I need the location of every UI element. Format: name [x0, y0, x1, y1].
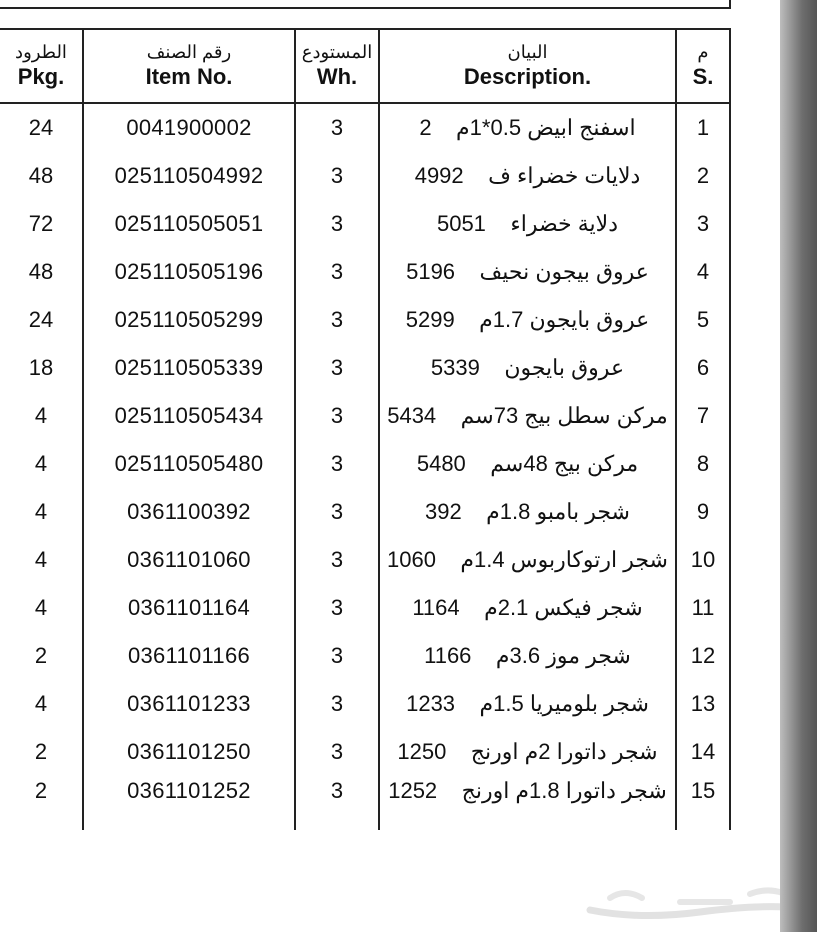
table-row	[0, 200, 730, 248]
cell-pkg: 4	[0, 584, 83, 632]
desc-text: شجر موز 3.6م	[495, 643, 631, 668]
table-row	[0, 103, 730, 152]
desc-text: شجر داتورا 2م اورنج	[470, 739, 658, 764]
cell-warehouse: 3	[295, 344, 379, 392]
desc-code: 5339	[430, 355, 480, 380]
desc-text: شجر فيكس 2.1م	[484, 595, 643, 620]
cell-warehouse: 3	[295, 103, 379, 152]
desc-gap	[464, 163, 488, 188]
cell-pkg: 24	[0, 103, 83, 152]
table-row	[0, 488, 730, 536]
cell-warehouse: 3	[295, 296, 379, 344]
cell-pkg: 4	[0, 680, 83, 728]
cell-serial: 10	[676, 536, 730, 584]
header-box-bottom-edge	[0, 0, 731, 9]
cell-description	[379, 200, 676, 248]
header-wh-en: Wh.	[316, 63, 358, 89]
cell-description	[379, 248, 676, 296]
cell-item-no: 0361101166	[83, 632, 295, 680]
cell-pkg: 2	[0, 776, 83, 830]
table-row	[0, 296, 730, 344]
desc-gap	[436, 403, 460, 428]
cell-serial: 5	[676, 296, 730, 344]
desc-code: 1250	[397, 739, 447, 764]
cell-item-no: 0041900002	[83, 103, 295, 152]
desc-text: شجر داتورا 1.8م اورنج	[461, 778, 667, 803]
cell-pkg: 4	[0, 488, 83, 536]
cell-warehouse: 3	[295, 536, 379, 584]
cell-warehouse: 3	[295, 248, 379, 296]
desc-gap	[466, 451, 490, 476]
cell-serial: 6	[676, 344, 730, 392]
cell-description	[379, 103, 676, 152]
cell-serial: 8	[676, 440, 730, 488]
cell-serial: 11	[676, 584, 730, 632]
desc-code: 1166	[424, 643, 472, 668]
header-serial	[676, 29, 730, 103]
cell-warehouse: 3	[295, 680, 379, 728]
cell-serial: 7	[676, 392, 730, 440]
cell-warehouse: 3	[295, 488, 379, 536]
desc-text: اسفنج ابيض 0.5*1م	[456, 115, 636, 140]
desc-code: 5480	[416, 451, 466, 476]
desc-gap	[455, 691, 479, 716]
table-row	[0, 776, 730, 830]
table-row	[0, 152, 730, 200]
header-pkg-ar: الطرود	[15, 42, 67, 62]
desc-text: دلاية خضراء	[510, 211, 619, 236]
cell-item-no: 025110505196	[83, 248, 295, 296]
cell-pkg: 4	[0, 392, 83, 440]
cell-serial: 4	[676, 248, 730, 296]
cell-warehouse: 3	[295, 632, 379, 680]
desc-gap	[455, 259, 479, 284]
desc-code: 5196	[406, 259, 456, 284]
cell-item-no: 025110505299	[83, 296, 295, 344]
header-desc-ar: البيان	[507, 42, 548, 62]
cell-item-no: 025110505434	[83, 392, 295, 440]
cell-warehouse: 3	[295, 152, 379, 200]
photo-dark-edge	[780, 0, 817, 932]
cell-serial: 13	[676, 680, 730, 728]
table-row	[0, 728, 730, 776]
cell-description	[379, 296, 676, 344]
cell-description	[379, 488, 676, 536]
cell-description	[379, 440, 676, 488]
table-row	[0, 440, 730, 488]
table-row	[0, 632, 730, 680]
cell-serial: 12	[676, 632, 730, 680]
cell-pkg: 2	[0, 632, 83, 680]
header-desc-en: Description.	[463, 63, 592, 89]
desc-code: 5299	[405, 307, 455, 332]
table-row	[0, 248, 730, 296]
header-item-ar: رقم الصنف	[146, 42, 232, 62]
cell-warehouse: 3	[295, 584, 379, 632]
cell-description	[379, 728, 676, 776]
haraj-watermark-logo	[580, 880, 810, 924]
desc-code: 1233	[406, 691, 456, 716]
cell-pkg: 2	[0, 728, 83, 776]
desc-gap	[437, 778, 461, 803]
desc-gap	[486, 211, 510, 236]
desc-gap	[460, 595, 484, 620]
cell-description	[379, 152, 676, 200]
cell-item-no: 0361101250	[83, 728, 295, 776]
desc-code: 1060	[387, 547, 436, 572]
header-warehouse	[295, 29, 379, 103]
header-sn-ar: م	[697, 42, 709, 62]
desc-text: مركن بيج 48سم	[490, 451, 639, 476]
cell-item-no: 025110505051	[83, 200, 295, 248]
header-pkg-en: Pkg.	[17, 63, 65, 89]
cell-item-no: 025110505480	[83, 440, 295, 488]
desc-gap	[432, 115, 456, 140]
desc-code: 2	[419, 115, 432, 140]
cell-warehouse: 3	[295, 776, 379, 830]
table-row	[0, 536, 730, 584]
items-table	[0, 28, 731, 830]
cell-item-no: 0361101164	[83, 584, 295, 632]
cell-pkg: 72	[0, 200, 83, 248]
cell-description	[379, 584, 676, 632]
desc-gap	[462, 499, 486, 524]
desc-gap	[480, 355, 504, 380]
cell-serial: 2	[676, 152, 730, 200]
cell-warehouse: 3	[295, 392, 379, 440]
desc-gap	[471, 643, 495, 668]
desc-gap	[446, 739, 470, 764]
cell-description	[379, 392, 676, 440]
cell-serial: 15	[676, 776, 730, 830]
cell-serial: 1	[676, 103, 730, 152]
header-sn-en: S.	[692, 63, 714, 89]
desc-text: شجر بلوميريا 1.5م	[479, 691, 649, 716]
cell-description	[379, 776, 676, 830]
cell-item-no: 0361101252	[83, 776, 295, 830]
cell-description	[379, 632, 676, 680]
table-row	[0, 680, 730, 728]
cell-pkg: 48	[0, 248, 83, 296]
desc-code: 5051	[436, 211, 486, 236]
desc-code: 5434	[387, 403, 437, 428]
table-row	[0, 584, 730, 632]
cell-pkg: 4	[0, 440, 83, 488]
cell-warehouse: 3	[295, 440, 379, 488]
cell-item-no: 025110504992	[83, 152, 295, 200]
cell-item-no: 0361100392	[83, 488, 295, 536]
desc-code: 1164	[412, 595, 460, 620]
table-row	[0, 392, 730, 440]
desc-text: شجر ارتوكاربوس 1.4م	[460, 547, 668, 572]
cell-pkg: 24	[0, 296, 83, 344]
header-wh-ar: المستودع	[301, 42, 373, 62]
cell-pkg: 4	[0, 536, 83, 584]
cell-serial: 9	[676, 488, 730, 536]
cell-item-no: 025110505339	[83, 344, 295, 392]
cell-item-no: 0361101060	[83, 536, 295, 584]
desc-code: 392	[424, 499, 462, 524]
cell-warehouse: 3	[295, 728, 379, 776]
table-header-row	[0, 29, 730, 103]
cell-pkg: 18	[0, 344, 83, 392]
cell-warehouse: 3	[295, 200, 379, 248]
desc-code: 1252	[388, 778, 438, 803]
header-pkg	[0, 29, 83, 103]
desc-gap	[436, 547, 460, 572]
cell-item-no: 0361101233	[83, 680, 295, 728]
desc-text: عروق بايجون 1.7م	[479, 307, 650, 332]
desc-gap	[455, 307, 479, 332]
cell-serial: 14	[676, 728, 730, 776]
cell-serial: 3	[676, 200, 730, 248]
cell-description	[379, 680, 676, 728]
cell-pkg: 48	[0, 152, 83, 200]
desc-text: شجر بامبو 1.8م	[486, 499, 630, 524]
desc-text: مركن سطل بيج 73سم	[460, 403, 668, 428]
desc-text: دلايات خضراء ف	[488, 163, 641, 188]
desc-text: عروق بيجون نحيف	[479, 259, 649, 284]
header-item-no	[83, 29, 295, 103]
header-description	[379, 29, 676, 103]
table-body	[0, 103, 730, 830]
desc-code: 4992	[414, 163, 464, 188]
cell-description	[379, 344, 676, 392]
header-item-en: Item No.	[145, 63, 233, 89]
cell-description	[379, 536, 676, 584]
table-row	[0, 344, 730, 392]
desc-text: عروق بايجون	[504, 355, 625, 380]
